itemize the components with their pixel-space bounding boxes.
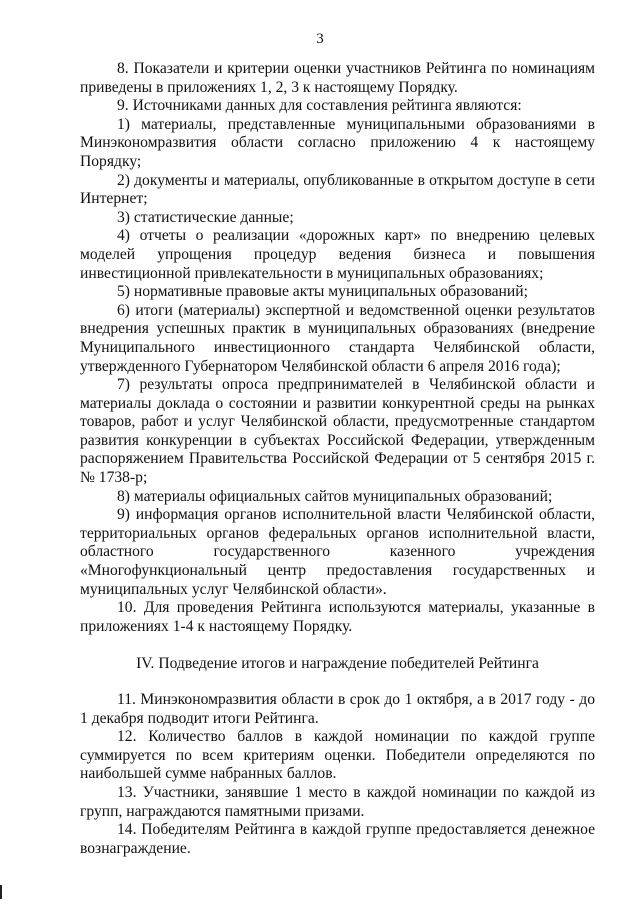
paragraph-9: 9. Источниками данных для составления рейтинга являются:: [117, 97, 522, 115]
paragraph-13: 13. Участники, занявшие 1 место в каждой номинации по каждой из групп, награждаются памятными призами.: [80, 783, 595, 820]
paragraph-10: 10. Для проведения Рейтинга используются материалы, указанные в приложениях 1-4 к настоящему Порядку.: [80, 599, 595, 635]
list-item-3: 3) статистические данные;: [117, 208, 294, 226]
section-heading: IV. Подведение итогов и награждение победителей Рейтинга: [136, 655, 539, 673]
list-item-8: 8) материалы официальных сайтов муниципальных образований;: [117, 487, 553, 505]
list-item-1: 1) материалы, представленные муниципальными образованиями в Минэкономразвития области согласно приложению 4 к настоящему Порядку;: [80, 115, 595, 170]
list-item-2: 2) документы и материалы, опубликованные в открытом доступе в сети Интернет;: [80, 171, 595, 208]
list-item-4: 4) отчеты о реализации «дорожных карт» по внедрению целевых моделей упрощения процедур ведения бизнеса и повышения инвестиционной привлекательности в муниципальных образованиях;: [80, 227, 595, 282]
paragraph-14: 14. Победителям Рейтинга в каждой группе предоставляется денежное вознаграждение.: [80, 821, 595, 857]
list-item-7: 7) результаты опроса предпринимателей в Челябинской области и материалы доклада о состоянии и развитии конкурентной среды на рынках товаров, работ и услуг Челябинской области, предусмотренные стандартом развития конкуренции в субъектах Российской Федерации, утвержденным распоряжением Правительства Российской Федерации от 5 сентября 2015 г. № 1738-р;: [80, 376, 595, 487]
document-body: [80, 60, 595, 858]
scan-margin-mark: [0, 885, 2, 899]
paragraph-8: 8. Показатели и критерии оценки участников Рейтинга по номинациям приведены в приложениях 1, 2, 3 к настоящему Порядку.: [80, 60, 595, 96]
paragraph-12: 12. Количество баллов в каждой номинации по каждой группе суммируется по всем критериям оценки. Победители определяются по наибольшей сумме набранных баллов.: [80, 728, 595, 783]
paragraph-11: 11. Минэкономразвития области в срок до 1 октября, а в 2017 году - до 1 декабря подводит итоги Рейтинга.: [80, 691, 595, 727]
list-item-9: 9) информация органов исполнительной власти Челябинской области, территориальных органов федеральных органов исполнительной власти, областного государственного казенного учреждения «Многофункциональный центр предоставления государственных и муниципальных услуг Челябинской области».: [80, 506, 595, 598]
list-item-5: 5) нормативные правовые акты муниципальных образований;: [117, 283, 528, 301]
page-number: 3: [316, 31, 324, 47]
list-item-6: 6) итоги (материалы) экспертной и ведомственной оценки результатов внедрения успешных практик в муниципальных образованиях (внедрение Муниципального инвестиционного стандарта Челябинской области, утвержденного Губернатором Челябинской области 6 апреля 2016 года);: [80, 301, 595, 375]
